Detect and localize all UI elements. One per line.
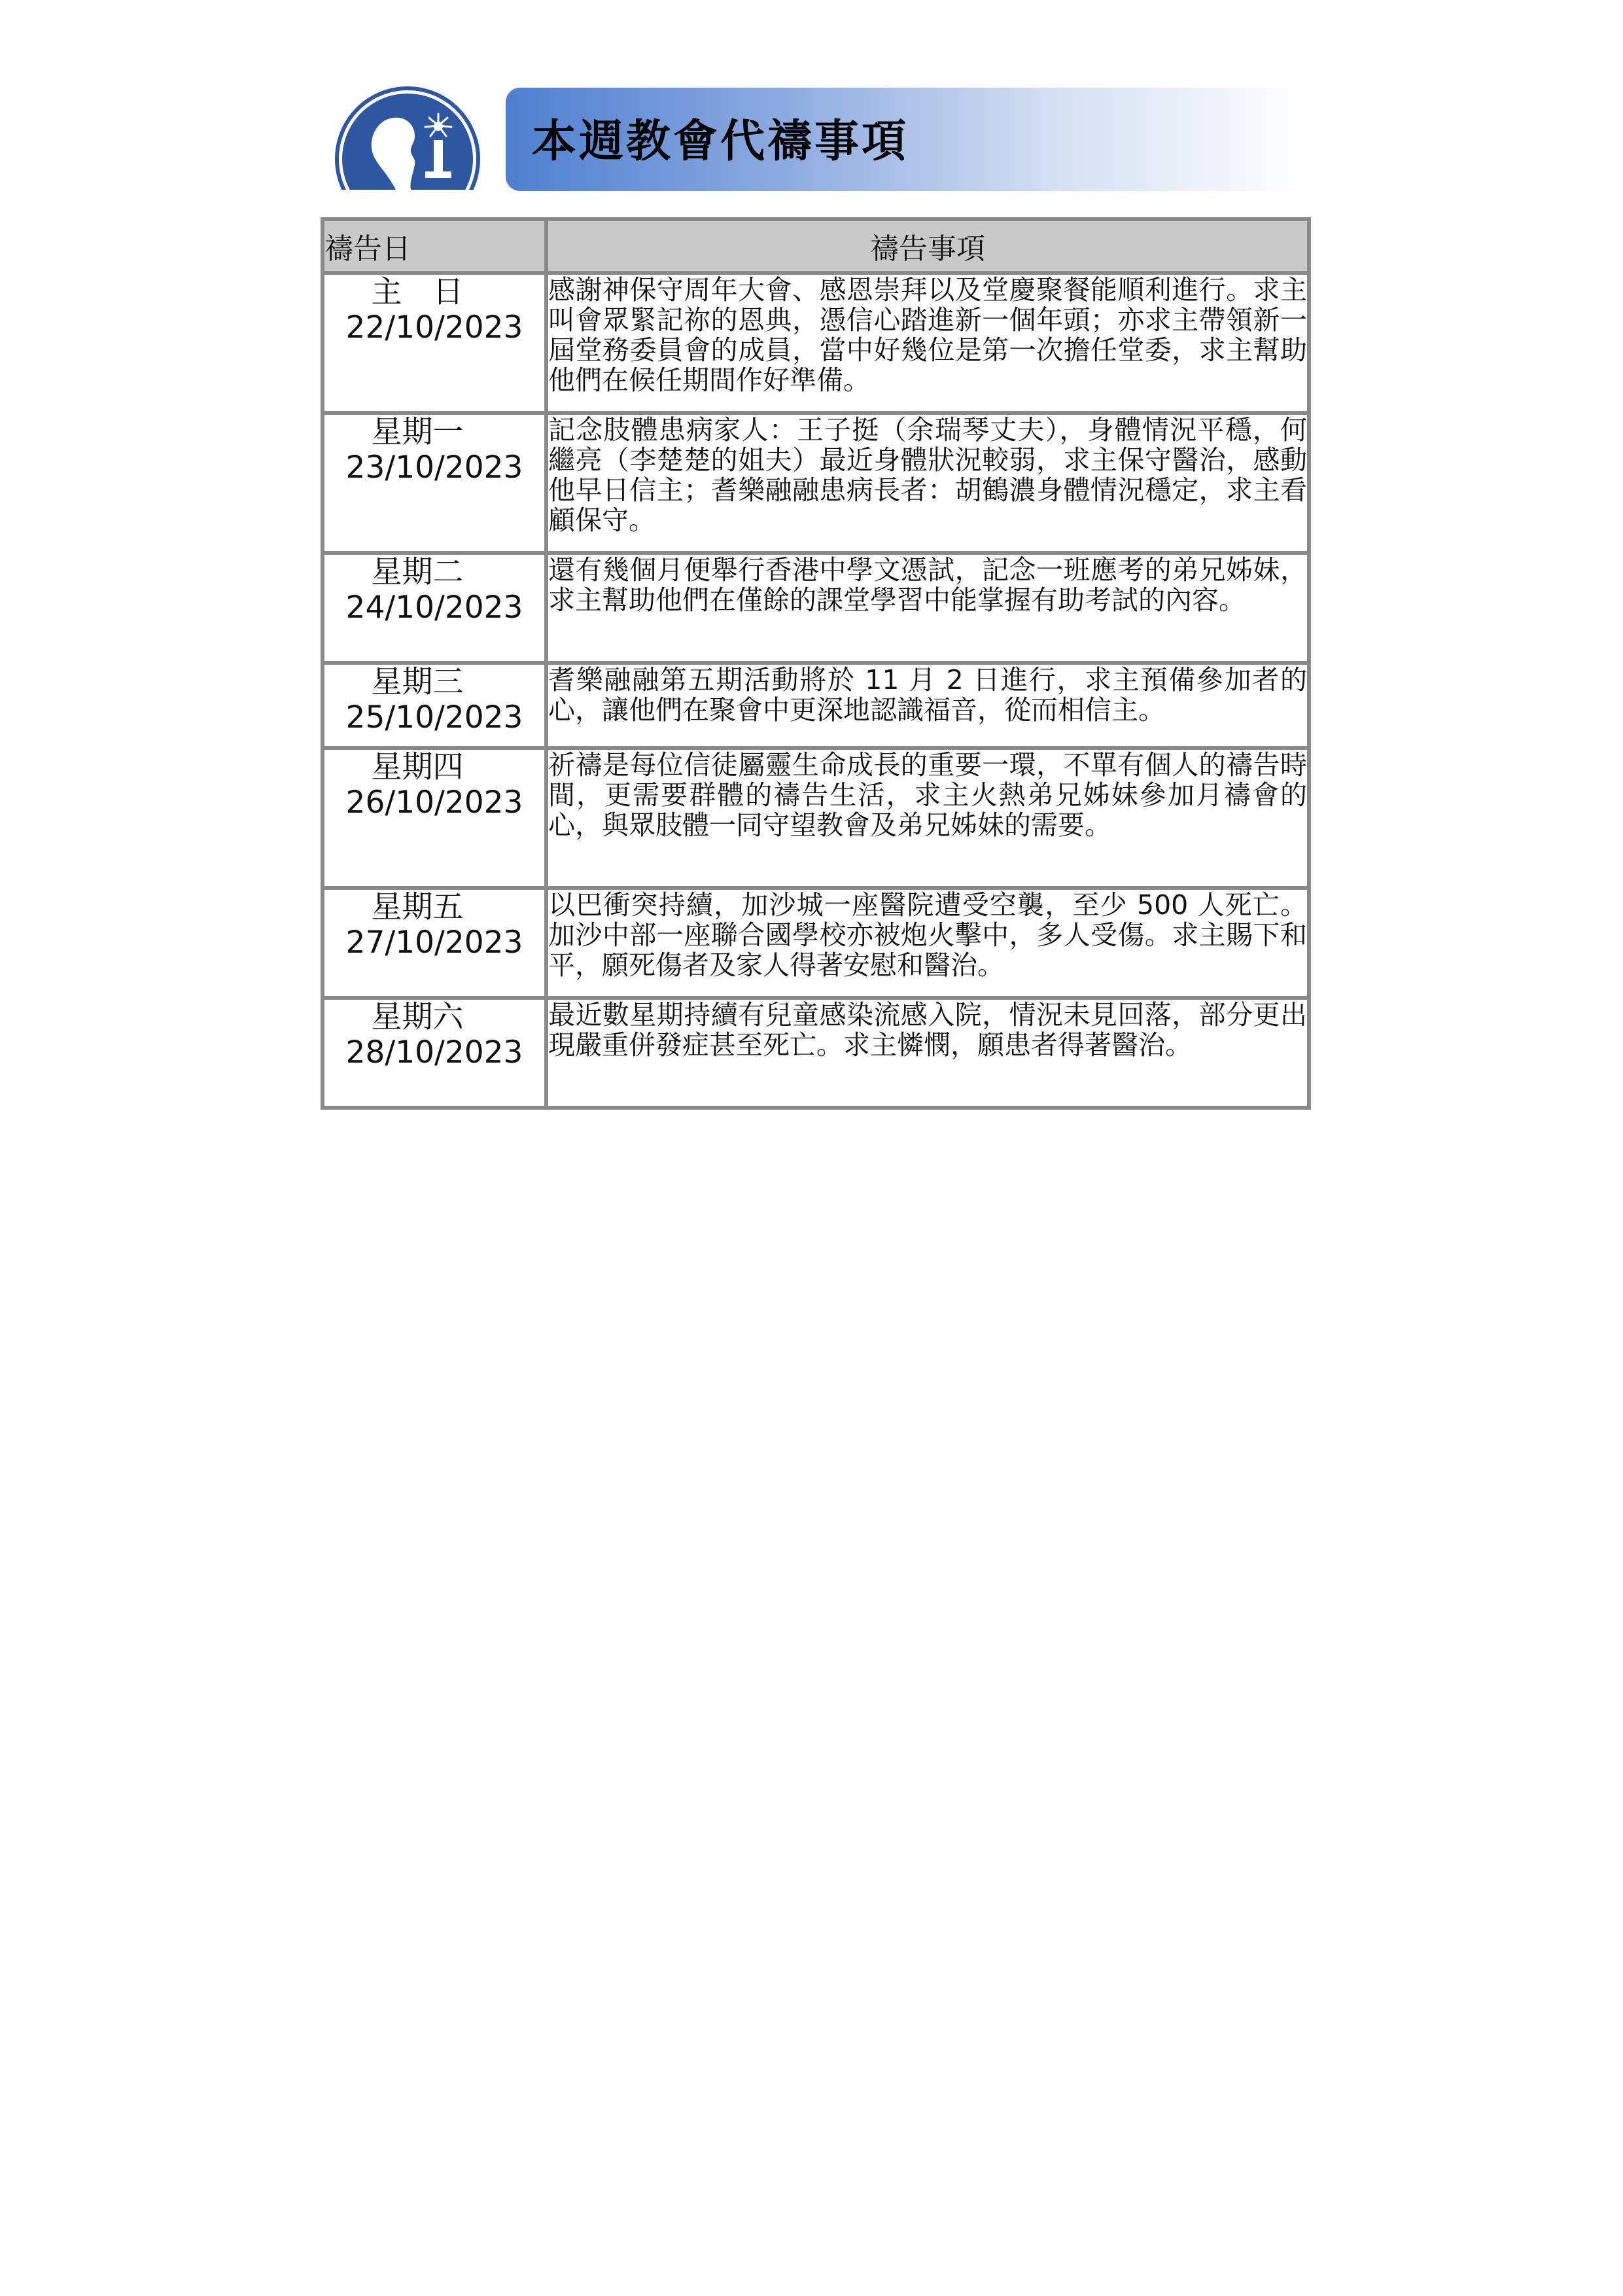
prayer-item-text: 耆樂融融第五期活動將於 11 月 2 日進行，求主預備參加者的心，讓他們在聚會中更深地認識福音，從而相信主。: [546, 663, 1309, 748]
date-cell: [323, 888, 546, 998]
table-row: [323, 273, 1309, 413]
prayer-item-text: 最近數星期持續有兒童感染流感入院，情況未見回落，部分更出現嚴重併發症甚至死亡。求主憐憫，願患者得著醫治。: [546, 998, 1309, 1108]
column-header-item: 禱告事項: [546, 219, 1309, 273]
weekday-label: 星期六: [371, 999, 464, 1035]
date-cell: [323, 413, 546, 553]
prayer-table: [321, 217, 1311, 1110]
date-cell: [323, 273, 546, 413]
date-cell: [323, 998, 546, 1108]
table-row: [323, 888, 1309, 998]
prayer-item-text: 記念肢體患病家人：王子挺（余瑞琴丈夫），身體情況平穩，何繼亮（李楚楚的姐夫）最近身體狀況較弱，求主保守醫治，感動他早日信主；耆樂融融患病長者：胡鶴濃身體情況穩定，求主看顧保守。: [546, 413, 1309, 553]
column-header-date: 禱告日: [323, 219, 546, 273]
weekday-label: 星期四: [371, 749, 464, 785]
date-label: 28/10/2023: [345, 1034, 523, 1070]
table-row: [323, 998, 1309, 1108]
prayer-item-text: 還有幾個月便舉行香港中學文憑試，記念一班應考的弟兄姊妹，求主幫助他們在僅餘的課堂學習中能掌握有助考試的內容。: [546, 553, 1309, 663]
weekday-label: 星期二: [371, 554, 464, 590]
table-row: [323, 553, 1309, 663]
date-label: 25/10/2023: [345, 699, 523, 735]
date-label: 24/10/2023: [345, 590, 523, 626]
weekday-label: 星期三: [371, 664, 464, 700]
table-row: [323, 748, 1309, 888]
weekday-label: 主 日: [371, 274, 464, 310]
weekday-label: 星期五: [371, 889, 464, 925]
table-row: [323, 413, 1309, 553]
page-title: 本週教會代禱事項: [532, 115, 909, 168]
prayer-item-text: 以巴衝突持續，加沙城一座醫院遭受空襲，至少 500 人死亡。加沙中部一座聯合國學校亦被炮火擊中，多人受傷。求主賜下和平，願死傷者及家人得著安慰和醫治。: [546, 888, 1309, 998]
date-label: 22/10/2023: [345, 309, 523, 345]
date-label: 23/10/2023: [345, 450, 523, 486]
table-row: [323, 663, 1309, 748]
title-banner: [506, 88, 1310, 191]
weekday-label: 星期一: [371, 414, 464, 450]
prayer-item-text: 祈禱是每位信徒屬靈生命成長的重要一環，不單有個人的禱告時間，更需要群體的禱告生活，求主火熱弟兄姊妹參加月禱會的心，與眾肢體一同守望教會及弟兄姊妹的需要。: [546, 748, 1309, 888]
table-header-row: [323, 219, 1309, 273]
date-cell: [323, 748, 546, 888]
date-label: 27/10/2023: [345, 925, 523, 961]
church-logo: [334, 85, 481, 190]
date-cell: [323, 553, 546, 663]
date-cell: [323, 663, 546, 748]
date-label: 26/10/2023: [345, 785, 523, 821]
prayer-item-text: 感謝神保守周年大會、感恩崇拜以及堂慶聚餐能順利進行。求主叫會眾緊記祢的恩典，憑信心踏進新一個年頭；亦求主帶領新一屆堂務委員會的成員，當中好幾位是第一次擔任堂委，求主幫助他們在候任期間作好準備。: [546, 273, 1309, 413]
